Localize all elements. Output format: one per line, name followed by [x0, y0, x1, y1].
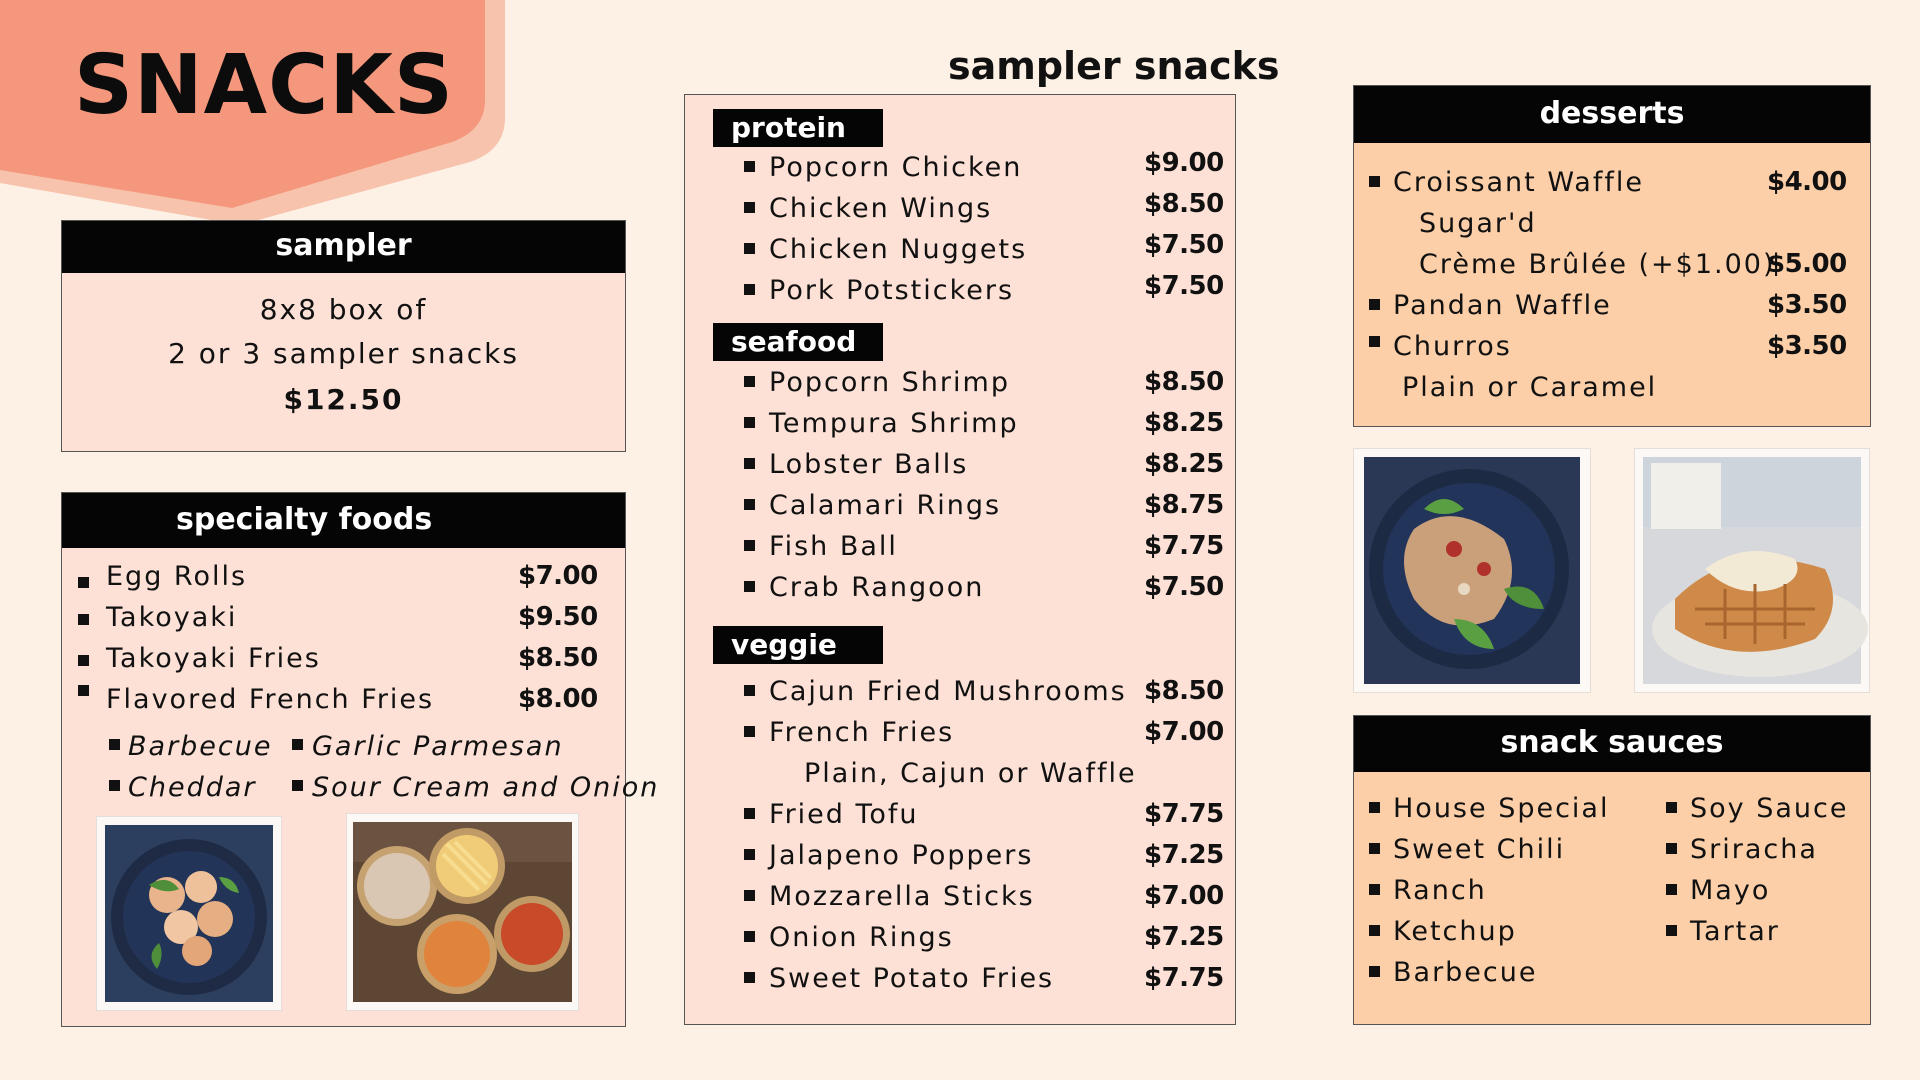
specialty-panel — [61, 492, 660, 1027]
specialty-item-name: Egg Rolls — [106, 561, 248, 592]
sauces-heading: snack sauces — [1354, 716, 1870, 772]
menu-item-price: $7.75 — [1144, 963, 1224, 993]
menu-item-name: Cajun Fried Mushrooms — [769, 676, 1127, 707]
menu-item-name: Chicken Wings — [769, 193, 993, 224]
bullet-icon — [744, 499, 755, 510]
menu-item-price: $7.75 — [1144, 531, 1224, 561]
menu-item-name: Sweet Potato Fries — [769, 963, 1055, 994]
sauce-item: Ranch — [1393, 875, 1487, 906]
bullet-icon — [78, 614, 89, 625]
menu-item-price: $7.25 — [1144, 922, 1224, 952]
bullet-icon — [744, 376, 755, 387]
menu-item-name: Lobster Balls — [769, 449, 969, 480]
bullet-icon — [1369, 884, 1380, 895]
bullet-icon — [1369, 843, 1380, 854]
bullet-icon — [744, 284, 755, 295]
veggie-heading: veggie — [713, 626, 883, 664]
sauces-panel — [1353, 715, 1871, 1025]
fries-note: Plain, Cajun or Waffle — [804, 758, 1137, 789]
sauce-item: Sweet Chili — [1393, 834, 1566, 865]
takoyaki-photo — [96, 816, 282, 1011]
bullet-icon — [744, 458, 755, 469]
sampler-price: $12.50 — [283, 383, 404, 416]
flavor-barbecue: Barbecue — [128, 731, 273, 762]
menu-item-price: $7.50 — [1144, 271, 1224, 301]
bullet-icon — [744, 685, 755, 696]
bullet-icon — [744, 808, 755, 819]
sampler-line1: 8x8 box of — [259, 293, 428, 326]
flavor-cheddar: Cheddar — [128, 772, 257, 803]
bullet-icon — [292, 780, 303, 791]
bullet-icon — [744, 540, 755, 551]
menu-item-name: Jalapeno Poppers — [769, 840, 1034, 871]
bullet-icon — [1369, 802, 1380, 813]
bullet-icon — [292, 739, 303, 750]
menu-item-name: Popcorn Shrimp — [769, 367, 1010, 398]
desserts-panel — [1353, 85, 1871, 427]
menu-item-name: Tempura Shrimp — [769, 408, 1019, 439]
seafood-heading: seafood — [713, 323, 883, 361]
dessert-name: Croissant Waffle — [1393, 167, 1644, 198]
bullet-icon — [1369, 336, 1380, 347]
bullet-icon — [1369, 176, 1380, 187]
specialty-item-price: $8.00 — [518, 684, 598, 714]
sauce-item: Sriracha — [1690, 834, 1818, 865]
churros-note: Plain or Caramel — [1402, 372, 1658, 403]
specialty-item-name: Takoyaki — [106, 602, 238, 633]
bullet-icon — [744, 849, 755, 860]
dessert-price: $3.50 — [1767, 290, 1847, 320]
bullet-icon — [744, 417, 755, 428]
specialty-heading: specialty foods — [62, 493, 625, 548]
protein-heading: protein — [713, 109, 883, 147]
bullet-icon — [78, 685, 89, 696]
menu-item-price: $7.00 — [1144, 717, 1224, 747]
dessert-sub-creme-brulee: Crème Brûlée (+$1.00) — [1419, 249, 1776, 280]
dessert-name: Churros — [1393, 331, 1512, 362]
menu-item-name: Fried Tofu — [769, 799, 919, 830]
menu-item-price: $8.25 — [1144, 449, 1224, 479]
bullet-icon — [744, 161, 755, 172]
specialty-item-price: $8.50 — [518, 643, 598, 673]
bullet-icon — [78, 577, 89, 588]
menu-item-name: Chicken Nuggets — [769, 234, 1028, 265]
bullet-icon — [1666, 843, 1677, 854]
bullet-icon — [1666, 884, 1677, 895]
bullet-icon — [1369, 966, 1380, 977]
sampler-snacks-panel — [684, 94, 1236, 1025]
bullet-icon — [744, 581, 755, 592]
menu-item-price: $7.75 — [1144, 799, 1224, 829]
menu-item-price: $8.50 — [1144, 676, 1224, 706]
menu-item-price: $9.00 — [1144, 148, 1224, 178]
menu-item-name: Crab Rangoon — [769, 572, 985, 603]
sampler-snacks-title: sampler snacks — [948, 44, 1280, 88]
menu-item-price: $8.75 — [1144, 490, 1224, 520]
menu-item-name: Calamari Rings — [769, 490, 1002, 521]
bullet-icon — [744, 890, 755, 901]
menu-item-price: $8.50 — [1144, 367, 1224, 397]
dessert-price: $3.50 — [1767, 331, 1847, 361]
dessert-photo-2 — [1634, 448, 1870, 693]
bullet-icon — [78, 655, 89, 666]
sauce-item: House Special — [1393, 793, 1610, 824]
menu-item-price: $7.50 — [1144, 572, 1224, 602]
bullet-icon — [1666, 802, 1677, 813]
bullet-icon — [1369, 925, 1380, 936]
menu-item-name: Onion Rings — [769, 922, 954, 953]
page-title: SNACKS — [74, 38, 454, 133]
sampler-panel — [61, 220, 626, 452]
sauce-item: Mayo — [1690, 875, 1771, 906]
menu-item-name: Fish Ball — [769, 531, 898, 562]
specialty-item-name: Flavored French Fries — [106, 684, 435, 715]
dessert-name: Pandan Waffle — [1393, 290, 1612, 321]
specialty-item-name: Takoyaki Fries — [106, 643, 321, 674]
sampler-line2: 2 or 3 sampler snacks — [168, 337, 519, 370]
menu-item-name: Pork Potstickers — [769, 275, 1015, 306]
dessert-photo-1 — [1353, 448, 1591, 693]
bullet-icon — [109, 739, 120, 750]
menu-item-price: $7.50 — [1144, 230, 1224, 260]
bullet-icon — [109, 780, 120, 791]
bullet-icon — [1666, 925, 1677, 936]
flavor-sour-cream-onion: Sour Cream and Onion — [312, 772, 660, 803]
bullet-icon — [744, 243, 755, 254]
bullet-icon — [744, 931, 755, 942]
sauce-item: Soy Sauce — [1690, 793, 1849, 824]
sauce-item: Ketchup — [1393, 916, 1517, 947]
fries-photo — [346, 813, 579, 1011]
sauce-item: Tartar — [1690, 916, 1780, 947]
sampler-heading: sampler — [62, 221, 625, 273]
dessert-price: $5.00 — [1767, 249, 1847, 279]
sauce-item: Barbecue — [1393, 957, 1538, 988]
bullet-icon — [744, 972, 755, 983]
bullet-icon — [1369, 299, 1380, 310]
menu-item-price: $7.00 — [1144, 881, 1224, 911]
dessert-price: $4.00 — [1767, 167, 1847, 197]
menu-item-price: $8.25 — [1144, 408, 1224, 438]
bullet-icon — [744, 726, 755, 737]
menu-item-name: French Fries — [769, 717, 955, 748]
specialty-item-price: $7.00 — [518, 561, 598, 591]
menu-item-price: $7.25 — [1144, 840, 1224, 870]
menu-item-name: Mozzarella Sticks — [769, 881, 1035, 912]
desserts-heading: desserts — [1354, 86, 1870, 143]
menu-item-name: Popcorn Chicken — [769, 152, 1023, 183]
specialty-item-price: $9.50 — [518, 602, 598, 632]
dessert-sub-sugard: Sugar'd — [1419, 208, 1537, 239]
menu-item-price: $8.50 — [1144, 189, 1224, 219]
bullet-icon — [744, 202, 755, 213]
flavor-garlic-parmesan: Garlic Parmesan — [312, 731, 564, 762]
